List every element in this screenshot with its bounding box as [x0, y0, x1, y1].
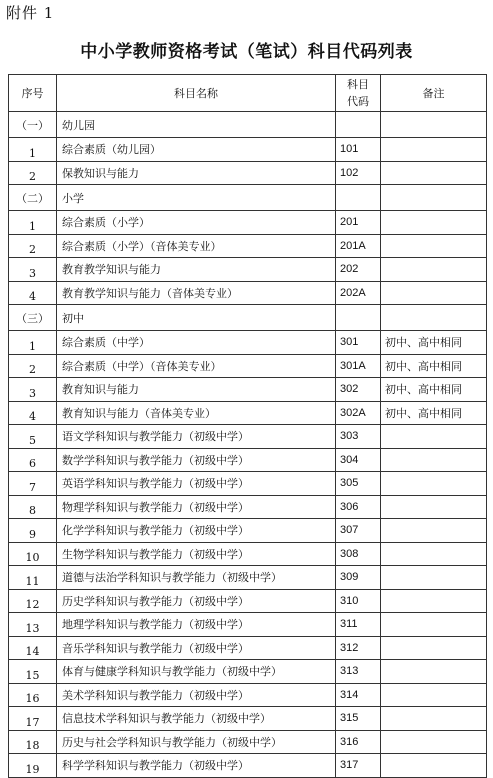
table-row: [9, 707, 487, 731]
subject-code: 311: [336, 613, 381, 637]
table-row: [9, 331, 487, 355]
row-seq: 10: [9, 542, 57, 566]
subject-name: 综合素质（小学）（音体美专业）: [57, 234, 336, 258]
row-seq: 4: [9, 401, 57, 425]
subject-note: [381, 448, 487, 472]
table-row: [9, 448, 487, 472]
subject-code: 307: [336, 519, 381, 543]
subject-code: 315: [336, 707, 381, 731]
row-seq: 14: [9, 636, 57, 660]
subject-code: 310: [336, 589, 381, 613]
subject-code: 313: [336, 660, 381, 684]
subject-name: 教育知识与能力: [57, 378, 336, 402]
table-row: [9, 495, 487, 519]
table-row: [9, 730, 487, 754]
row-seq: 1: [9, 331, 57, 355]
header-subject-code: [336, 75, 381, 112]
table-row: [9, 425, 487, 449]
section-note-cell: [381, 305, 487, 331]
subject-name: 综合素质（小学）: [57, 211, 336, 235]
subject-code: 314: [336, 683, 381, 707]
subject-note: [381, 566, 487, 590]
row-seq: 18: [9, 730, 57, 754]
subject-note: [381, 519, 487, 543]
header-note: 备注: [381, 75, 487, 112]
row-seq: 15: [9, 660, 57, 684]
subject-code: 306: [336, 495, 381, 519]
table-row: [9, 754, 487, 778]
subject-name: 语文学科知识与教学能力（初级中学）: [57, 425, 336, 449]
row-seq: 17: [9, 707, 57, 731]
subject-note: [381, 472, 487, 496]
table-row: [9, 519, 487, 543]
subject-name: 综合素质（中学）: [57, 331, 336, 355]
subject-name: 音乐学科知识与教学能力（初级中学）: [57, 636, 336, 660]
row-seq: 19: [9, 754, 57, 778]
subject-name: 科学学科知识与教学能力（初级中学）: [57, 754, 336, 778]
subject-note: [381, 138, 487, 162]
subject-name: 物理学科知识与教学能力（初级中学）: [57, 495, 336, 519]
subject-code: 305: [336, 472, 381, 496]
subject-code: 312: [336, 636, 381, 660]
table-row: [9, 472, 487, 496]
subject-code: 301: [336, 331, 381, 355]
row-seq: 7: [9, 472, 57, 496]
subject-note: 初中、高中相同: [381, 401, 487, 425]
header-code-line1: 科目: [347, 78, 369, 91]
row-seq: 3: [9, 378, 57, 402]
subject-note: [381, 425, 487, 449]
row-seq: 2: [9, 234, 57, 258]
subject-name: 体育与健康学科知识与教学能力（初级中学）: [57, 660, 336, 684]
subject-name: 道德与法治学科知识与教学能力（初级中学）: [57, 566, 336, 590]
subject-note: 初中、高中相同: [381, 354, 487, 378]
section-note-cell: [381, 112, 487, 138]
section-name: 初中: [57, 305, 336, 331]
row-seq: 2: [9, 161, 57, 185]
table-row: [9, 281, 487, 305]
subject-note: [381, 542, 487, 566]
subject-name: 生物学科知识与教学能力（初级中学）: [57, 542, 336, 566]
table-row: [9, 234, 487, 258]
subject-code: 201: [336, 211, 381, 235]
subject-code: 201A: [336, 234, 381, 258]
subject-note: [381, 589, 487, 613]
row-seq: 4: [9, 281, 57, 305]
row-seq: 12: [9, 589, 57, 613]
subject-code: 302: [336, 378, 381, 402]
table-row: [9, 161, 487, 185]
row-seq: 1: [9, 138, 57, 162]
subject-code: 317: [336, 754, 381, 778]
section-name: 幼儿园: [57, 112, 336, 138]
section-note-cell: [381, 185, 487, 211]
table-body: [9, 112, 487, 778]
subject-note: [381, 707, 487, 731]
section-row: [9, 185, 487, 211]
subject-code: 316: [336, 730, 381, 754]
table-row: [9, 138, 487, 162]
subject-name: 化学学科知识与教学能力（初级中学）: [57, 519, 336, 543]
subject-name: 教育教学知识与能力: [57, 258, 336, 282]
subject-name: 保教知识与能力: [57, 161, 336, 185]
subject-code: 309: [336, 566, 381, 590]
subject-note: [381, 636, 487, 660]
row-seq: 1: [9, 211, 57, 235]
row-seq: 13: [9, 613, 57, 637]
subject-note: 初中、高中相同: [381, 378, 487, 402]
table-row: [9, 589, 487, 613]
section-code-cell: [336, 185, 381, 211]
table-row: [9, 660, 487, 684]
subject-name: 英语学科知识与教学能力（初级中学）: [57, 472, 336, 496]
row-seq: 11: [9, 566, 57, 590]
table-row: [9, 542, 487, 566]
header-seq: 序号: [9, 75, 57, 112]
subject-name: 历史学科知识与教学能力（初级中学）: [57, 589, 336, 613]
row-seq: 8: [9, 495, 57, 519]
row-seq: 5: [9, 425, 57, 449]
subject-note: [381, 613, 487, 637]
subject-code: 102: [336, 161, 381, 185]
section-row: [9, 305, 487, 331]
subject-note: 初中、高中相同: [381, 331, 487, 355]
subject-name: 历史与社会学科知识与教学能力（初级中学）: [57, 730, 336, 754]
table-row: [9, 683, 487, 707]
subject-note: [381, 281, 487, 305]
subject-code: 101: [336, 138, 381, 162]
section-code-cell: [336, 305, 381, 331]
header-subject-name: 科目名称: [57, 75, 336, 112]
table-row: [9, 211, 487, 235]
section-seq: （二）: [9, 185, 57, 211]
subject-note: [381, 258, 487, 282]
subject-note: [381, 660, 487, 684]
subject-code: 202A: [336, 281, 381, 305]
section-seq: （一）: [9, 112, 57, 138]
table-row: [9, 354, 487, 378]
subject-name: 综合素质（幼儿园）: [57, 138, 336, 162]
subject-note: [381, 211, 487, 235]
page-title: 中小学教师资格考试（笔试）科目代码列表: [80, 42, 413, 62]
section-code-cell: [336, 112, 381, 138]
subject-note: [381, 161, 487, 185]
subject-name: 教育知识与能力（音体美专业）: [57, 401, 336, 425]
subject-name: 美术学科知识与教学能力（初级中学）: [57, 683, 336, 707]
subject-name: 信息技术学科知识与教学能力（初级中学）: [57, 707, 336, 731]
subject-note: [381, 754, 487, 778]
subject-code: 308: [336, 542, 381, 566]
subject-note: [381, 234, 487, 258]
subject-code: 303: [336, 425, 381, 449]
row-seq: 2: [9, 354, 57, 378]
subject-note: [381, 683, 487, 707]
subject-code: 304: [336, 448, 381, 472]
table-row: [9, 258, 487, 282]
subject-name: 地理学科知识与教学能力（初级中学）: [57, 613, 336, 637]
subject-code: 302A: [336, 401, 381, 425]
table-row: [9, 613, 487, 637]
section-name: 小学: [57, 185, 336, 211]
attachment-label: 附件 1: [6, 4, 55, 22]
subject-code-table: [8, 74, 487, 778]
row-seq: 6: [9, 448, 57, 472]
table-row: [9, 401, 487, 425]
section-seq: （三）: [9, 305, 57, 331]
subject-code: 301A: [336, 354, 381, 378]
row-seq: 16: [9, 683, 57, 707]
header-code-line2: 代码: [347, 95, 369, 108]
subject-note: [381, 495, 487, 519]
table-row: [9, 566, 487, 590]
section-row: [9, 112, 487, 138]
row-seq: 3: [9, 258, 57, 282]
table-row: [9, 378, 487, 402]
subject-note: [381, 730, 487, 754]
table-row: [9, 636, 487, 660]
subject-name: 数学学科知识与教学能力（初级中学）: [57, 448, 336, 472]
table-header-row: [9, 75, 487, 112]
row-seq: 9: [9, 519, 57, 543]
subject-name: 综合素质（中学）（音体美专业）: [57, 354, 336, 378]
subject-code: 202: [336, 258, 381, 282]
subject-name: 教育教学知识与能力（音体美专业）: [57, 281, 336, 305]
